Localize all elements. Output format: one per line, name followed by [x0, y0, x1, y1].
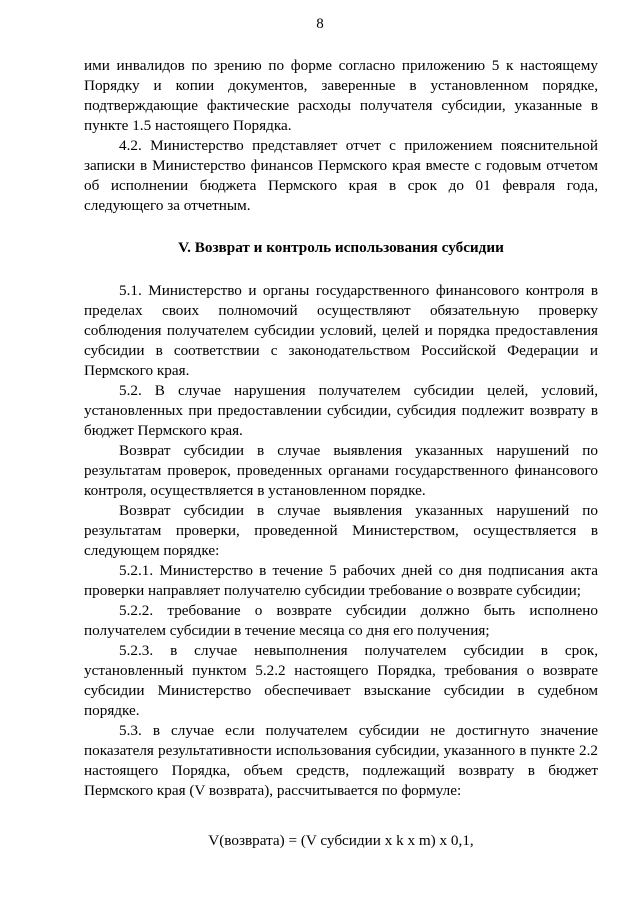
paragraph-5-1: 5.1. Министерство и органы государственного финансового контроля в пределах своих полномочий осуществляют обязательную проверку соблюдения получателем субсидии условий, целей и порядка предоставления субсидии в соответствии с законодательством Российской Федерации и Пермского края.	[84, 282, 598, 379]
paragraph-5-2-1: 5.2.1. Министерство в течение 5 рабочих дней со дня подписания акта проверки направляет получателю субсидии требование о возврате субсидии;	[84, 562, 598, 599]
return-formula: V(возврата) = (V субсидии x k x m) x 0,1,	[208, 832, 474, 849]
paragraph-return-state-control: Возврат субсидии в случае выявления указанных нарушений по результатам проверок, проведенных органами государственного финансового контроля, осуществляется в установленном порядке.	[84, 442, 598, 499]
paragraph-return-ministry: Возврат субсидии в случае выявления указанных нарушений по результатам проверки, проведенной Министерством, осуществляется в следующем порядке:	[84, 502, 598, 559]
section-heading: V. Возврат и контроль использования субсидии	[178, 239, 504, 256]
paragraph-4-2: 4.2. Министерство представляет отчет с приложением пояснительной записки в Министерство финансов Пермского края вместе с годовым отчетом об исполнении бюджета Пермского края в срок до 01 февраля года, следующего за отчетным.	[84, 137, 598, 214]
paragraph-5-3: 5.3. в случае если получателем субсидии не достигнуто значение показателя результативности использования субсидии, указанного в пункте 2.2 настоящего Порядка, объем средств, подлежащий возврату в бюджет Пермского края (V возврата), рассчитывается по формуле:	[84, 722, 598, 799]
page-number: 8	[316, 16, 324, 32]
paragraph-5-2: 5.2. В случае нарушения получателем субсидии целей, условий, установленных при предоставлении субсидии, субсидия подлежит возврату в бюджет Пермского края.	[84, 382, 598, 439]
paragraph-5-2-3: 5.2.3. в случае невыполнения получателем субсидии в срок, установленный пунктом 5.2.2 настоящего Порядка, требования о возврате субсидии Министерство обеспечивает взыскание субсидии в судебном порядке.	[84, 642, 598, 719]
paragraph-5-2-2: 5.2.2. требование о возврате субсидии должно быть исполнено получателем субсидии в течение месяца со дня его получения;	[84, 602, 598, 639]
paragraph-continuation: ими инвалидов по зрению по форме согласно приложению 5 к настоящему Порядку и копии документов, заверенные в установленном порядке, подтверждающие фактические расходы получателя субсидии, указанные в пункте 1.5 настоящего Порядка.	[84, 57, 598, 134]
document-body	[84, 56, 598, 851]
